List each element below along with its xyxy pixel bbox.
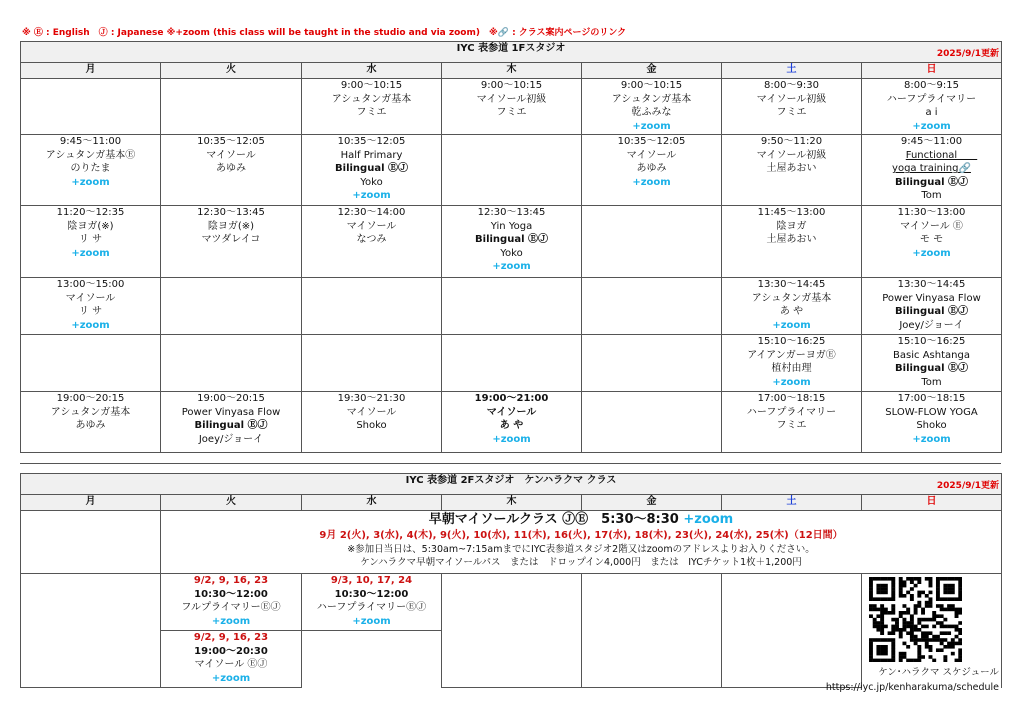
class-cell-thu bbox=[442, 79, 582, 135]
class-line: リ サ bbox=[78, 306, 103, 318]
class-line: マイソール bbox=[626, 149, 677, 161]
class-line: Shoko bbox=[916, 420, 947, 432]
class-cell-mon bbox=[21, 135, 161, 206]
class-line: マイソール Ⓔ bbox=[900, 220, 963, 232]
class-line: マイソール bbox=[65, 292, 116, 304]
class-line: フミエ bbox=[356, 107, 387, 119]
class-line: 19:00～20:15 bbox=[197, 393, 265, 404]
studio2-updated: 2025/9/1更新 bbox=[936, 481, 1000, 491]
studio1-schedule-table bbox=[20, 41, 1002, 453]
class-line: 10:35～12:05 bbox=[197, 136, 265, 147]
studio1-title: IYC 表参道 1Fスタジオ bbox=[456, 43, 566, 54]
class-cell-tue bbox=[161, 206, 302, 278]
zoom-badge: +zoom bbox=[211, 672, 251, 684]
class-line: アシュタンガ基本 bbox=[751, 292, 832, 304]
class-line: Yoko bbox=[360, 176, 383, 188]
class-line: 15:10～16:25 bbox=[757, 336, 826, 347]
class-line: 9:00～10:15 bbox=[340, 80, 403, 91]
class-line: 陰ヨガ bbox=[776, 220, 807, 232]
class-line: 8:00～9:30 bbox=[764, 80, 819, 91]
mon-banner-empty bbox=[21, 511, 161, 574]
class-line: 9:45～11:00 bbox=[59, 136, 122, 147]
day-sat: 土 bbox=[722, 495, 862, 511]
qr-code-icon[interactable] bbox=[869, 577, 962, 662]
class-line: のりたま bbox=[70, 163, 111, 175]
schedule-row bbox=[21, 278, 1002, 335]
class-line: Yoko bbox=[500, 247, 523, 259]
class-line: Bilingual ⒺⒿ bbox=[194, 420, 268, 432]
day-sat: 土 bbox=[722, 63, 862, 79]
class-line: フミエ bbox=[776, 420, 807, 432]
class-line: Joey/ジョーイ bbox=[198, 433, 264, 445]
class-cell-fri bbox=[582, 79, 722, 135]
class-line: 乾ふみな bbox=[631, 107, 672, 119]
day-thu: 木 bbox=[442, 63, 582, 79]
schedule-row bbox=[21, 335, 1002, 392]
class-line: 9:50～11:20 bbox=[760, 136, 823, 147]
day-wed: 水 bbox=[302, 63, 442, 79]
class-line: 12:30～14:00 bbox=[337, 207, 406, 218]
class-cell-wed bbox=[302, 79, 442, 135]
class-line: 9:00～10:15 bbox=[620, 80, 683, 91]
class-line: 9/3, 10, 17, 24 bbox=[330, 575, 413, 586]
class-line: 9:45～11:00 bbox=[900, 136, 963, 147]
early-mysore-dates: 9月 2(火), 3(水), 4(木), 9(火), 10(水), 11(木), 16(火), 17(水), 18(木), 23(火), 24(水), 25(木)（12日間） bbox=[319, 530, 843, 541]
class-line: 8:00～9:15 bbox=[904, 80, 959, 91]
class-line: 15:10～16:25 bbox=[897, 336, 966, 347]
class-line: 9/2, 9, 16, 23 bbox=[193, 632, 269, 643]
class-line: アシュタンガ基本 bbox=[331, 93, 412, 105]
class-line: 19:00～21:00 bbox=[474, 393, 549, 404]
class-line: Basic Ashtanga bbox=[893, 349, 970, 361]
class-line: ハーフプライマリー bbox=[746, 406, 837, 418]
class-line: アシュタンガ基本 bbox=[611, 93, 692, 105]
class-line: あ や bbox=[779, 306, 804, 318]
class-line[interactable]: yoga training🔗 bbox=[892, 163, 971, 175]
class-line: 17:00～18:15 bbox=[897, 393, 966, 404]
early-mysore-note: ※参加日当日は、5:30am~7:15amまでにIYC表参道スタジオ2階又はzoomのアドレスよりお入りください。 bbox=[347, 544, 815, 555]
class-cell-fri bbox=[582, 392, 722, 453]
zoom-badge: +zoom bbox=[211, 615, 251, 627]
qr-caption: ケン･ハラクマ スケジュール bbox=[878, 667, 999, 678]
zoom-badge: +zoom bbox=[772, 319, 811, 331]
class-line: リ サ bbox=[78, 234, 103, 246]
legend: ※ Ⓔ : English Ⓙ : Japanese ※+zoom (this class will be taught in the studio and via zoom) ※🔗 : クラス案内ページのリンク bbox=[22, 28, 627, 38]
class-line: 植村由理 bbox=[771, 363, 812, 375]
day-fri: 金 bbox=[582, 63, 722, 79]
class-cell-tue bbox=[161, 278, 302, 335]
class-line: 10:30～12:00 bbox=[334, 588, 409, 600]
class-cell-tue bbox=[161, 335, 302, 392]
zoom-badge: +zoom bbox=[632, 120, 671, 132]
class-line: a i bbox=[925, 107, 938, 119]
class-line: SLOW-FLOW YOGA bbox=[885, 406, 978, 418]
class-cell-sat bbox=[722, 206, 862, 278]
class-line: 12:30～13:45 bbox=[197, 207, 265, 218]
class-cell-thu bbox=[442, 392, 582, 453]
day-sun: 日 bbox=[862, 495, 1002, 511]
zoom-badge: +zoom bbox=[912, 120, 951, 132]
class-cell-sun bbox=[862, 79, 1002, 135]
zoom-badge: +zoom bbox=[352, 190, 391, 202]
class-cell-sun bbox=[862, 135, 1002, 206]
class-line: なつみ bbox=[356, 234, 387, 246]
class-line: 19:00～20:30 bbox=[194, 645, 268, 657]
early-mysore-title: 早朝マイソールクラス ⒿⒺ 5:30～8:30 bbox=[428, 512, 679, 527]
class-line: Joey/ジョーイ bbox=[899, 319, 964, 331]
studio1-updated: 2025/9/1更新 bbox=[936, 49, 999, 59]
class-line: Shoko bbox=[356, 420, 387, 432]
class-cell-mon bbox=[21, 79, 161, 135]
class-line: Bilingual ⒺⒿ bbox=[895, 363, 968, 375]
mon-empty bbox=[21, 574, 161, 688]
class-line: フルプライマリーⒺⒿ bbox=[181, 602, 281, 614]
class-cell-fri bbox=[582, 335, 722, 392]
class-line: ハーフプライマリー bbox=[886, 93, 977, 105]
class-line: マイソール初級 bbox=[476, 93, 547, 105]
class-cell-wed bbox=[302, 206, 442, 278]
class-cell-tue-evening bbox=[161, 631, 302, 688]
class-line: 11:30～13:00 bbox=[897, 207, 966, 218]
class-line: あゆみ bbox=[75, 420, 106, 432]
class-line: 17:00～18:15 bbox=[757, 393, 826, 404]
schedule-row bbox=[21, 79, 1002, 135]
class-line: モ モ bbox=[919, 234, 944, 246]
class-line: Tom bbox=[921, 376, 942, 388]
class-line: 13:30～14:45 bbox=[897, 279, 966, 290]
class-line: マイソール bbox=[486, 406, 537, 418]
day-mon: 月 bbox=[21, 63, 161, 79]
class-line: 11:45～13:00 bbox=[757, 207, 826, 218]
class-cell-sat bbox=[722, 79, 862, 135]
zoom-badge: +zoom bbox=[71, 247, 110, 259]
class-line: マイソール bbox=[346, 406, 397, 418]
class-line: アイアンガーヨガⒺ bbox=[747, 349, 836, 361]
class-cell-tue bbox=[161, 79, 302, 135]
day-tue: 火 bbox=[161, 63, 302, 79]
zoom-badge: +zoom bbox=[71, 176, 110, 188]
class-line: Bilingual ⒺⒿ bbox=[475, 234, 548, 246]
day-mon: 月 bbox=[21, 495, 161, 511]
class-cell-sat bbox=[722, 135, 862, 206]
early-mysore-zoom: +zoom bbox=[683, 512, 734, 527]
class-line: 10:35～12:05 bbox=[337, 136, 406, 147]
schedule-row bbox=[21, 206, 1002, 278]
section-divider bbox=[20, 463, 1001, 464]
class-line: 9:00～10:15 bbox=[480, 80, 543, 91]
fri-empty bbox=[582, 574, 722, 688]
zoom-badge: +zoom bbox=[912, 433, 951, 445]
zoom-badge: +zoom bbox=[492, 433, 531, 445]
class-line: フミエ bbox=[776, 107, 807, 119]
class-line: Power Vinyasa Flow bbox=[181, 406, 281, 418]
schedule-row bbox=[21, 135, 1002, 206]
studio2-title-cell bbox=[21, 474, 1002, 495]
class-cell-sun bbox=[862, 392, 1002, 453]
class-line: あゆみ bbox=[636, 163, 667, 175]
zoom-badge: +zoom bbox=[632, 176, 671, 188]
class-cell-sat bbox=[722, 392, 862, 453]
class-cell-wed bbox=[302, 392, 442, 453]
class-cell-sat bbox=[722, 335, 862, 392]
class-line: マツダレイコ bbox=[201, 234, 261, 246]
day-thu: 木 bbox=[442, 495, 582, 511]
schedule-row bbox=[21, 392, 1002, 453]
qr-url[interactable]: https://iyc.jp/kenharakuma/schedule bbox=[825, 682, 999, 693]
studio1-title-cell bbox=[21, 42, 1002, 63]
class-line: Yin Yoga bbox=[490, 220, 533, 232]
day-sun: 日 bbox=[862, 63, 1002, 79]
early-mysore-price: ケンハラクマ早朝マイソールパス または ドロップイン4,000円 または IYCチケット1枚＋1,200円 bbox=[360, 557, 802, 568]
class-line: 9/2, 9, 16, 23 bbox=[193, 575, 269, 586]
class-line[interactable]: Functional bbox=[905, 149, 978, 161]
class-cell-wed bbox=[302, 278, 442, 335]
class-line: 12:30～13:45 bbox=[477, 207, 546, 218]
class-cell-sat bbox=[722, 278, 862, 335]
class-cell-wed bbox=[302, 135, 442, 206]
zoom-badge: +zoom bbox=[912, 247, 951, 259]
class-cell-fri bbox=[582, 135, 722, 206]
class-line: マイソール ⒺⒿ bbox=[194, 659, 268, 671]
class-line: 土屋あおい bbox=[766, 163, 817, 175]
studio1-day-header bbox=[21, 63, 1002, 79]
class-cell-fri bbox=[582, 206, 722, 278]
thu-empty bbox=[442, 574, 582, 688]
class-cell-thu bbox=[442, 206, 582, 278]
class-cell-thu bbox=[442, 135, 582, 206]
class-line: アシュタンガ基本 bbox=[50, 406, 131, 418]
studio2-title: IYC 表参道 2Fスタジオ ケンハラクマ クラス bbox=[405, 475, 617, 486]
class-cell-tue bbox=[161, 392, 302, 453]
class-line: マイソール初級 bbox=[756, 149, 827, 161]
class-line: 13:30～14:45 bbox=[757, 279, 826, 290]
class-cell-sun bbox=[862, 278, 1002, 335]
class-cell-fri bbox=[582, 278, 722, 335]
class-line: あ や bbox=[499, 420, 524, 432]
class-line: アシュタンガ基本Ⓔ bbox=[45, 149, 136, 161]
class-line: 陰ヨガ(※) bbox=[67, 220, 114, 232]
studio2-day-header bbox=[21, 495, 1002, 511]
zoom-badge: +zoom bbox=[352, 615, 391, 627]
wed-empty bbox=[302, 631, 442, 688]
zoom-badge: +zoom bbox=[492, 261, 531, 273]
day-fri: 金 bbox=[582, 495, 722, 511]
class-line: Power Vinyasa Flow bbox=[882, 292, 981, 304]
class-line: マイソール bbox=[346, 220, 397, 232]
class-line: 19:30～21:30 bbox=[337, 393, 406, 404]
class-cell-tue bbox=[161, 135, 302, 206]
class-line: 19:00～20:15 bbox=[56, 393, 125, 404]
studio2-schedule-table bbox=[20, 473, 1002, 688]
class-cell-sun bbox=[862, 335, 1002, 392]
zoom-badge: +zoom bbox=[772, 376, 811, 388]
class-line: Bilingual ⒺⒿ bbox=[895, 306, 968, 318]
early-mysore-banner bbox=[161, 511, 1002, 574]
class-line: マイソール bbox=[206, 149, 256, 161]
day-tue: 火 bbox=[161, 495, 302, 511]
class-line: あゆみ bbox=[216, 163, 246, 175]
zoom-badge: +zoom bbox=[71, 319, 110, 331]
class-cell-thu bbox=[442, 278, 582, 335]
class-line: 10:30～12:00 bbox=[194, 588, 268, 600]
day-wed: 水 bbox=[302, 495, 442, 511]
class-line: 陰ヨガ(※) bbox=[207, 220, 255, 232]
class-line: Bilingual ⒺⒿ bbox=[895, 176, 968, 188]
class-cell-mon bbox=[21, 335, 161, 392]
class-line: フミエ bbox=[496, 107, 527, 119]
early-mysore-title-line bbox=[161, 511, 1001, 529]
class-cell-sun bbox=[862, 206, 1002, 278]
class-cell-mon bbox=[21, 278, 161, 335]
class-cell-mon bbox=[21, 392, 161, 453]
class-line: 11:20～12:35 bbox=[56, 207, 125, 218]
class-line: Half Primary bbox=[340, 149, 403, 161]
class-cell-wed bbox=[302, 335, 442, 392]
class-line: 土屋あおい bbox=[766, 234, 817, 246]
class-cell-thu bbox=[442, 335, 582, 392]
class-cell-wed-morning bbox=[302, 574, 442, 631]
class-line: 10:35～12:05 bbox=[617, 136, 686, 147]
class-line: Tom bbox=[921, 190, 942, 202]
class-cell-mon bbox=[21, 206, 161, 278]
class-cell-tue-morning bbox=[161, 574, 302, 631]
class-line: ハーフプライマリーⒺⒿ bbox=[316, 602, 427, 614]
class-line: マイソール初級 bbox=[756, 93, 827, 105]
class-line: 13:00～15:00 bbox=[56, 279, 125, 290]
class-line: Bilingual ⒺⒿ bbox=[335, 163, 408, 175]
qr-caption-block bbox=[826, 665, 999, 695]
